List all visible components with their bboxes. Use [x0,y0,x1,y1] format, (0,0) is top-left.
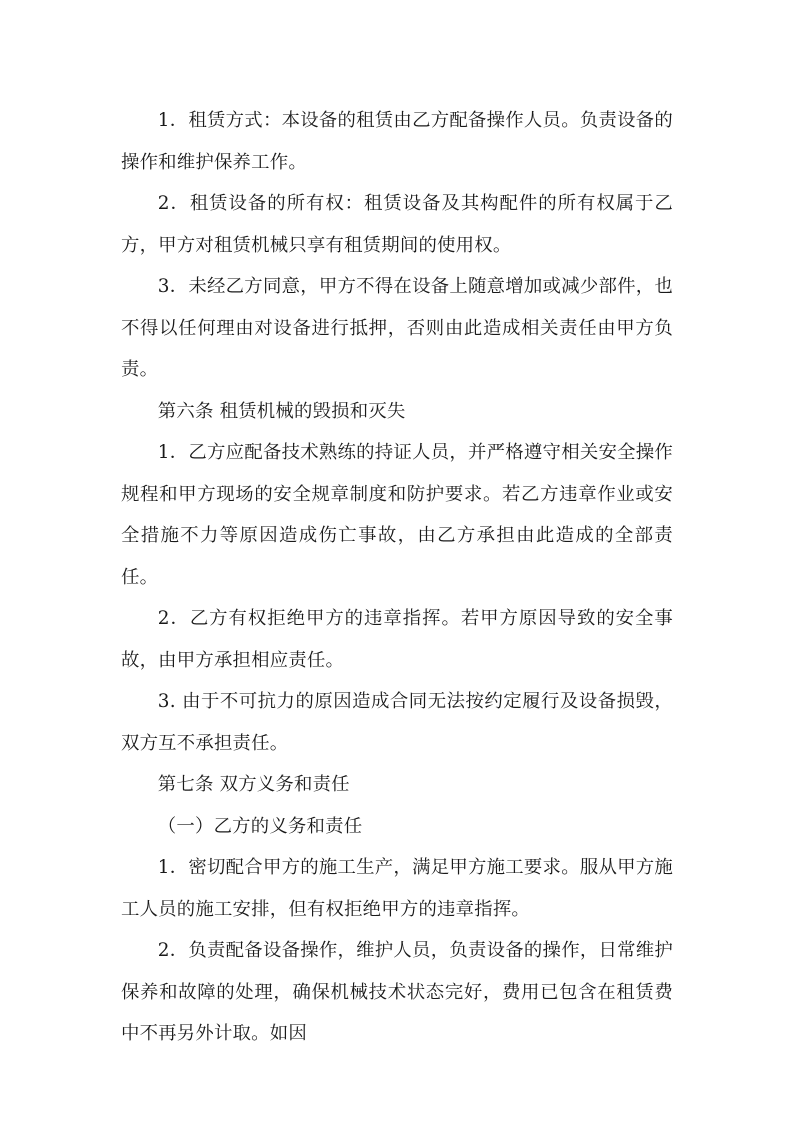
paragraph-refuse-violations: 2．乙方有权拒绝甲方的违章指挥。若甲方原因导致的安全事故，由甲方承担相应责任。 [121,608,673,671]
paragraph-rental-method: 1．租赁方式：本设备的租赁由乙方配备操作人员。负责设备的操作和维护保养工作。 [121,110,673,173]
section-party-b-heading: （一）乙方的义务和责任 [157,815,363,837]
paragraph-ownership: 2．租赁设备的所有权：租赁设备及其构配件的所有权属于乙方，甲方对租赁机械只享有租赁期间的使用权。 [121,193,673,256]
paragraph-cooperate: 1．密切配合甲方的施工生产，满足甲方施工要求。服从甲方施工人员的施工安排，但有权拒绝甲方的违章指挥。 [121,857,673,920]
document-body [121,100,673,1055]
article-6-heading: 第六条 租赁机械的毁损和灭失 [157,400,406,422]
article-7-heading: 第七条 双方义务和责任 [157,774,350,795]
paragraph-no-modification: 3．未经乙方同意，甲方不得在设备上随意增加或减少部件，也不得以任何理由对设备进行抵押，否则由此造成相关责任由甲方负责。 [121,276,673,380]
paragraph-force-majeure: 3. 由于不可抗力的原因造成合同无法按约定履行及设备损毁，双方互不承担责任。 [121,691,673,754]
paragraph-operators: 2．负责配备设备操作，维护人员，负责设备的操作，日常维护保养和故障的处理，确保机械技术状态完好，费用已包含在租赁费中不再另外计取。如因 [121,940,673,1044]
paragraph-safety-personnel: 1．乙方应配备技术熟练的持证人员，并严格遵守相关安全操作规程和甲方现场的安全规章制度和防护要求。若乙方违章作业或安全措施不力等原因造成伤亡事故，由乙方承担由此造成的全部责任。 [121,442,673,588]
